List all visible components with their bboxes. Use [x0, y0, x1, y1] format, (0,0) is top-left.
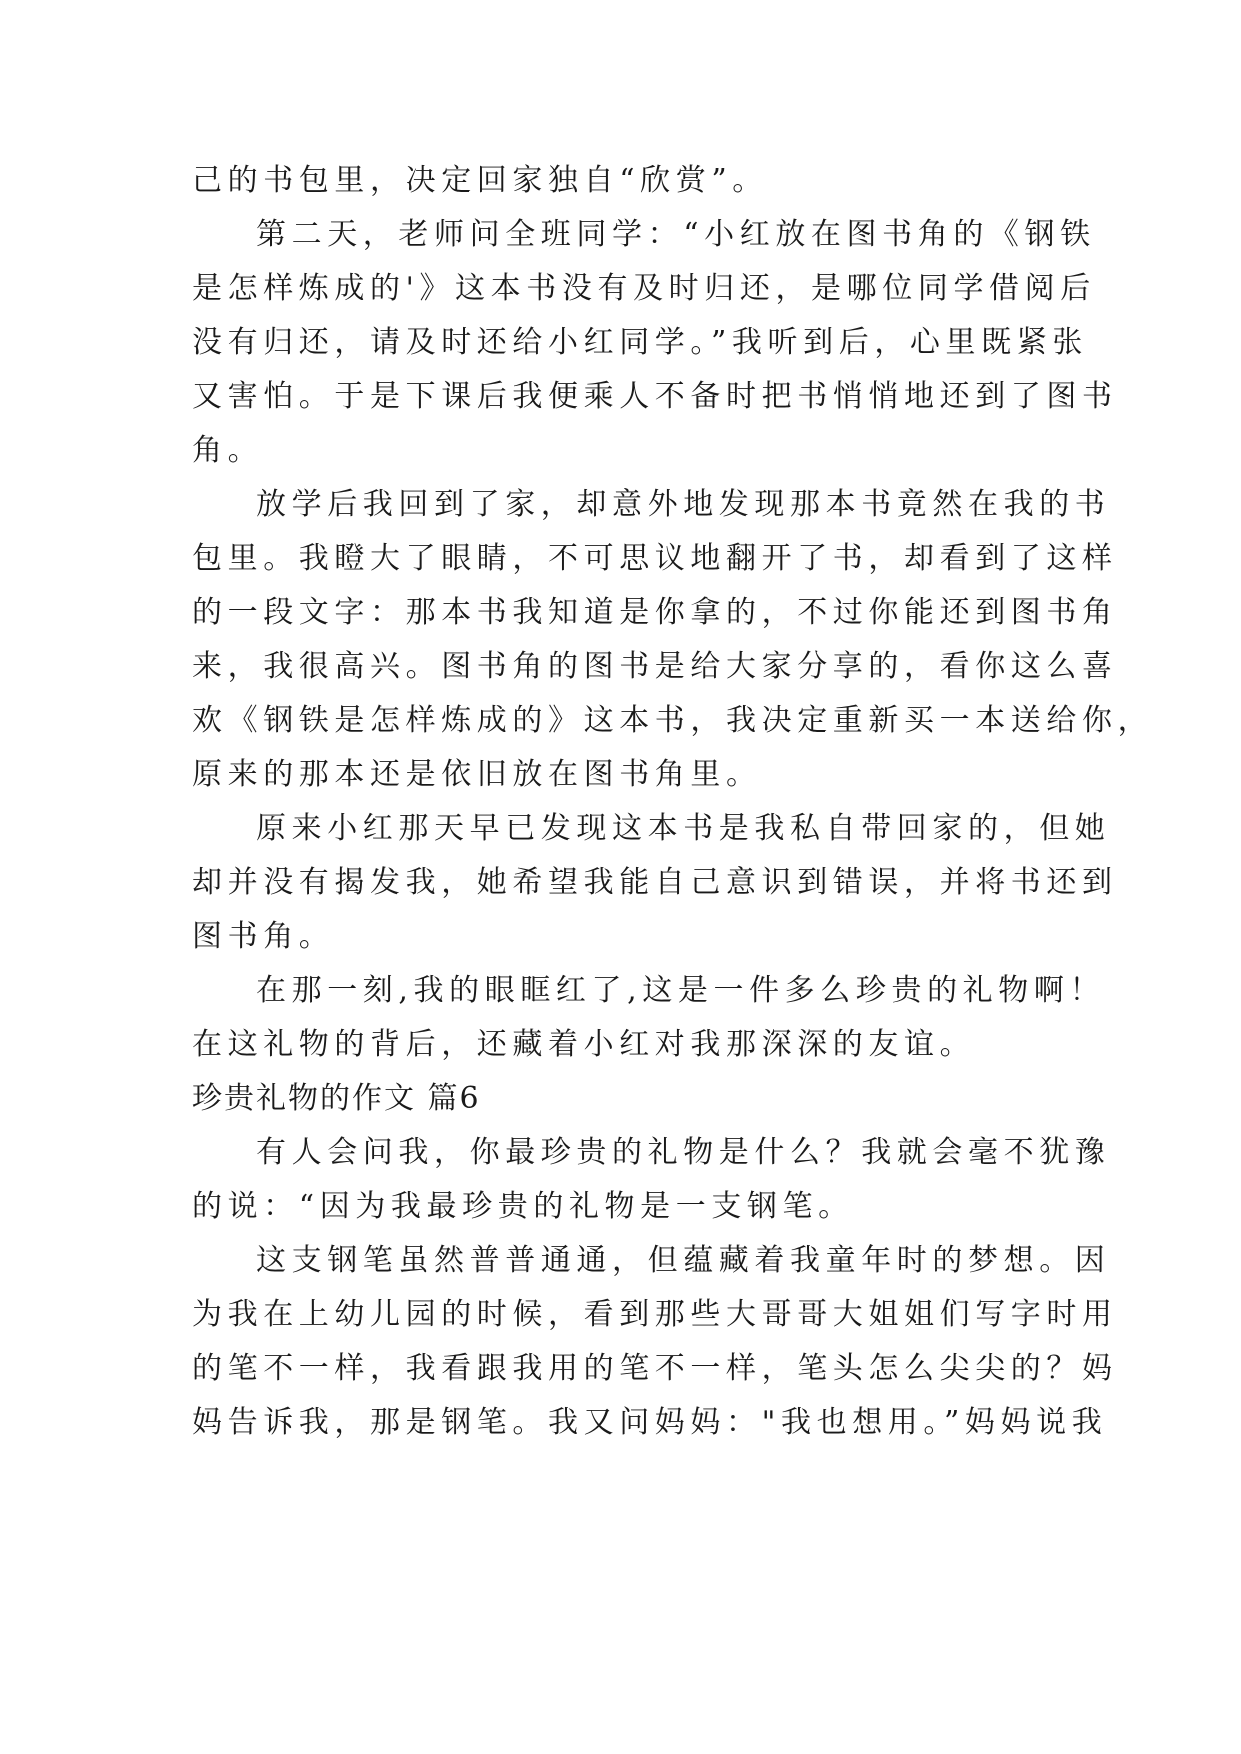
paragraph-line: 原来小红那天早已发现这本书是我私自带回家的，但她 [256, 811, 1111, 846]
paragraph-line: 为我在上幼儿园的时候，看到那些大哥哥大姐姐们写字时用 [192, 1297, 1118, 1332]
paragraph-line: 却并没有揭发我，她希望我能自己意识到错误，并将书还到 [192, 865, 1118, 900]
paragraph-line: 是怎样炼成的'》这本书没有及时归还，是哪位同学借阅后 [192, 271, 1096, 306]
paragraph-line: 来，我很高兴。图书角的图书是给大家分享的，看你这么喜 [192, 649, 1118, 684]
paragraph-line: 妈告诉我，那是钢笔。我又问妈妈："我也想用。”妈妈说我 [192, 1405, 1108, 1440]
paragraph [192, 802, 1118, 964]
paragraph-line: 又害怕。于是下课后我便乘人不备时把书悄悄地还到了图书 [192, 379, 1118, 414]
paragraph-line: 放学后我回到了家，却意外地发现那本书竟然在我的书 [256, 487, 1111, 522]
paragraph-line: 角。 [192, 433, 264, 468]
paragraph-line: 的一段文字：那本书我知道是你拿的，不过你能还到图书角 [192, 595, 1118, 630]
paragraph-line: 图书角。 [192, 919, 335, 954]
paragraph-line: 第二天，老师问全班同学：“小红放在图书角的《钢铁 [256, 217, 1096, 252]
paragraph-line: 在这礼物的背后，还藏着小红对我那深深的友谊。 [192, 1027, 976, 1062]
section-heading: 珍贵礼物的作文 篇6 [192, 1081, 481, 1116]
paragraph [192, 154, 1052, 208]
paragraph-line: 原来的那本还是依旧放在图书角里。 [192, 757, 762, 792]
paragraph [192, 1126, 1111, 1234]
document-body [192, 154, 1154, 1450]
paragraph-line: 没有归还，请及时还给小红同学。”我听到后，心里既紧张 [192, 325, 1088, 360]
paragraph-line: 己的书包里，决定回家独自“欣赏”。 [192, 163, 768, 198]
paragraph-line: 在那一刻,我的眼眶红了,这是一件多么珍贵的礼物啊！ [256, 973, 1106, 1008]
paragraph-line: 有人会问我，你最珍贵的礼物是什么？我就会毫不犹豫 [256, 1135, 1111, 1170]
paragraph [192, 208, 1118, 478]
paragraph-line: 欢《钢铁是怎样炼成的》这本书，我决定重新买一本送给你， [192, 703, 1154, 738]
paragraph-line: 包里。我瞪大了眼睛，不可思议地翻开了书，却看到了这样 [192, 541, 1118, 576]
paragraph-line: 的笔不一样，我看跟我用的笔不一样，笔头怎么尖尖的？妈 [192, 1351, 1118, 1386]
paragraph [192, 478, 1154, 802]
paragraph [192, 964, 1106, 1072]
paragraph [192, 1234, 1118, 1450]
paragraph-line: 的说：“因为我最珍贵的礼物是一支钢笔。 [192, 1189, 854, 1224]
paragraph-line: 这支钢笔虽然普普通通，但蕴藏着我童年时的梦想。因 [256, 1243, 1111, 1278]
